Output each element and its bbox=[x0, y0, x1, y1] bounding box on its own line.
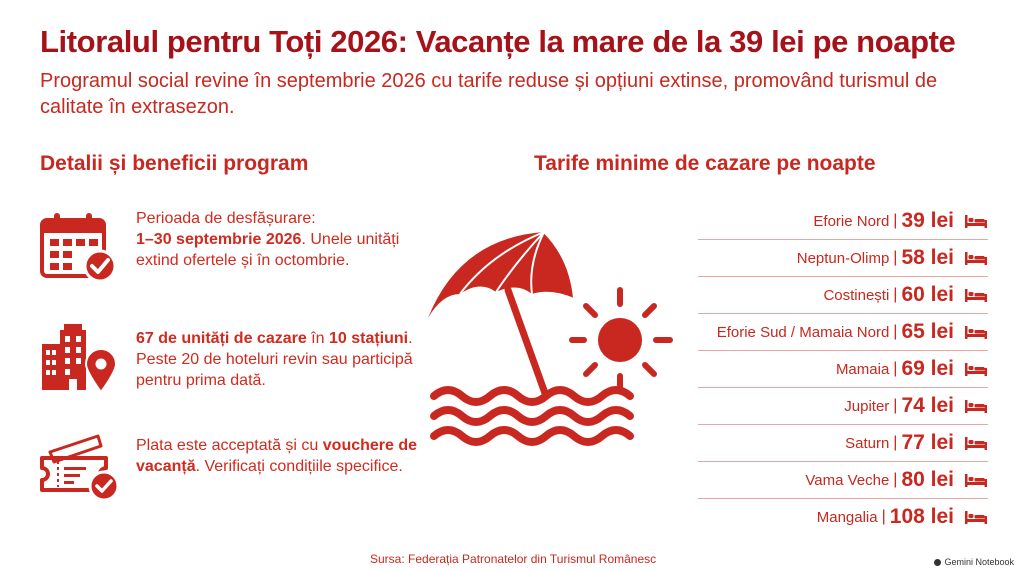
rate-resort: Jupiter bbox=[844, 397, 890, 415]
page-subtitle: Programul social revine în septembrie 2026 cu tarife reduse și opțiuni extinse, promovând turismul de calitate în extrasezon. bbox=[40, 70, 938, 118]
units-mid: în bbox=[306, 330, 329, 347]
rate-resort: Eforie Sud / Mamaia Nord bbox=[716, 323, 890, 341]
rate-resort: Costinești bbox=[823, 286, 890, 304]
rate-separator: | bbox=[893, 434, 898, 451]
units-count: 67 de unități de cazare bbox=[136, 330, 307, 347]
period-dates: 1–30 septembrie 2026 bbox=[136, 231, 302, 248]
rate-separator: | bbox=[893, 249, 898, 266]
rate-separator: | bbox=[893, 471, 898, 488]
payment-line1: Plata este acceptată și cu bbox=[136, 437, 323, 454]
rate-row bbox=[698, 314, 988, 351]
rate-price: 80 lei bbox=[901, 468, 954, 491]
brand-mark bbox=[934, 557, 1014, 567]
rate-separator: | bbox=[881, 508, 886, 525]
period-label: Perioada de desfășurare: bbox=[136, 210, 316, 227]
hotel-location-icon bbox=[38, 322, 118, 394]
rate-price: 108 lei bbox=[889, 505, 954, 528]
bed-icon bbox=[964, 472, 988, 488]
rate-resort: Vama Veche bbox=[805, 471, 890, 489]
rate-row bbox=[698, 277, 988, 314]
bed-icon bbox=[964, 250, 988, 266]
bed-icon bbox=[964, 361, 988, 377]
rates-heading: Tarife minime de cazare pe noapte bbox=[534, 152, 876, 175]
rate-row bbox=[698, 203, 988, 240]
calendar-check-icon bbox=[38, 210, 118, 282]
rate-row bbox=[698, 462, 988, 499]
rate-separator: | bbox=[893, 323, 898, 340]
payment-voucher: vouchere de vacanță bbox=[136, 437, 418, 475]
rate-resort: Neptun-Olimp bbox=[796, 249, 890, 267]
rate-price: 74 lei bbox=[901, 394, 954, 417]
brand-logo-icon bbox=[934, 559, 941, 566]
rate-resort: Eforie Nord bbox=[813, 212, 890, 230]
rate-separator: | bbox=[893, 360, 898, 377]
rate-price: 58 lei bbox=[901, 246, 954, 269]
brand-label: Gemini Notebook bbox=[944, 557, 1014, 567]
period-rest: Unele unități extind ofertele și în octombrie. bbox=[136, 231, 400, 269]
rate-price: 39 lei bbox=[901, 209, 954, 232]
rate-separator: | bbox=[893, 397, 898, 414]
rate-row bbox=[698, 425, 988, 462]
bed-icon bbox=[964, 398, 988, 414]
bed-icon bbox=[964, 435, 988, 451]
rate-separator: | bbox=[893, 286, 898, 303]
rate-resort: Saturn bbox=[845, 434, 890, 452]
rate-resort: Mamaia bbox=[835, 360, 890, 378]
rate-price: 77 lei bbox=[901, 431, 954, 454]
rate-row bbox=[698, 388, 988, 425]
benefits-heading: Detalii și beneficii program bbox=[40, 152, 309, 175]
units-resorts: 10 stațiuni bbox=[328, 330, 409, 347]
benefit-period-text bbox=[136, 208, 426, 271]
bed-icon bbox=[964, 213, 988, 229]
units-rest: . Peste 20 de hoteluri revin sau participă pentru prima dată. bbox=[136, 330, 413, 389]
page-title: Litoralul pentru Toți 2026: Vacanțe la mare de la 39 lei pe noapte bbox=[40, 24, 956, 59]
source-note: Sursa: Federația Patronatelor din Turismul Românesc bbox=[370, 552, 657, 566]
bed-icon bbox=[964, 287, 988, 303]
rate-price: 69 lei bbox=[901, 357, 954, 380]
rate-resort: Mangalia bbox=[816, 508, 878, 526]
benefit-units-text bbox=[136, 328, 426, 391]
rate-row bbox=[698, 240, 988, 277]
bed-icon bbox=[964, 324, 988, 340]
voucher-check-icon bbox=[36, 428, 120, 504]
period-dot: . bbox=[301, 231, 306, 248]
rate-separator: | bbox=[893, 212, 898, 229]
benefit-payment-text bbox=[136, 435, 426, 477]
rate-price: 60 lei bbox=[901, 283, 954, 306]
rates-list bbox=[698, 203, 988, 535]
rate-price: 65 lei bbox=[901, 320, 954, 343]
bed-icon bbox=[964, 509, 988, 525]
rate-row bbox=[698, 351, 988, 388]
payment-rest: . Verificați condițiile specifice. bbox=[195, 458, 403, 475]
rate-row bbox=[698, 499, 988, 535]
beach-umbrella-sun-waves-icon bbox=[420, 228, 680, 448]
